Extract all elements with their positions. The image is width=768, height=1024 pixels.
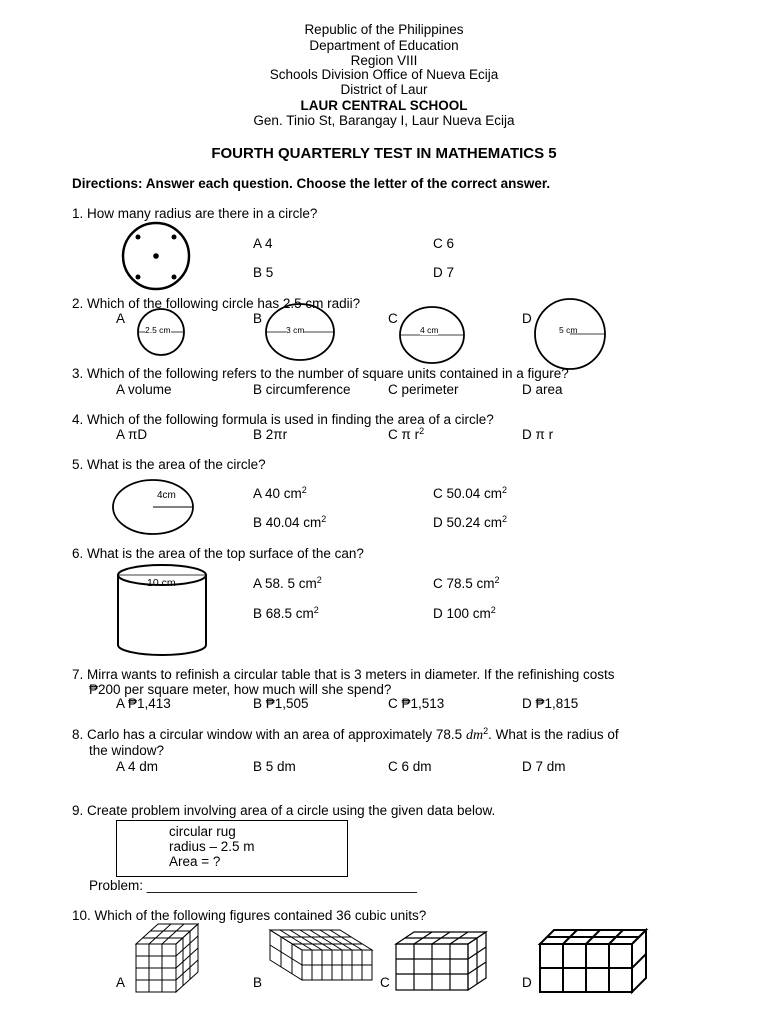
q10-text: 10. Which of the following figures contained 36 cubic units? xyxy=(72,908,427,923)
q4-option-a: A πD xyxy=(116,427,148,442)
header-address: Gen. Tinio St, Barangay I, Laur Nueva Ecija xyxy=(253,113,515,128)
q2-option-b: B xyxy=(253,311,263,326)
q4-option-c: C π $r^2$ xyxy=(388,426,425,442)
q2-label-b: 3 cm xyxy=(286,325,305,335)
header-republic: Republic of the Philippines xyxy=(304,22,464,37)
q10-cuboid-d xyxy=(536,926,648,994)
q2-circle-d xyxy=(534,301,608,369)
q5-option-d: D 50.24 $cm^2$ xyxy=(433,514,508,530)
q8-option-b: B 5 dm xyxy=(253,759,296,774)
q9-text: 9. Create problem involving area of a circle using the given data below. xyxy=(72,803,496,818)
header-region: Region VIII xyxy=(350,53,418,68)
q2-label-d: 5 cm xyxy=(559,325,578,335)
q10-cuboid-a xyxy=(130,922,210,994)
q2-label-c: 4 cm xyxy=(420,325,439,335)
q10-option-c: C xyxy=(380,975,390,990)
q9-box-line1: circular rug xyxy=(169,824,236,839)
q6-diameter-label: 10 cm xyxy=(147,577,176,589)
header-district: District of Laur xyxy=(340,82,428,97)
q7-option-d: D ₱1,815 xyxy=(522,696,579,711)
header-school: LAUR CENTRAL SCHOOL xyxy=(300,98,468,113)
q2-text: 2. Which of the following circle has 2.5 cm radii? xyxy=(72,296,361,311)
directions: Directions: Answer each question. Choose the letter of the correct answer. xyxy=(72,176,551,191)
q10-cuboid-b xyxy=(268,928,374,982)
q5-option-b: B 40.04 $cm^2$ xyxy=(253,514,327,530)
q6-option-b: B 68.5 $cm^2$ xyxy=(253,605,319,621)
q9-box-line3: Area = ? xyxy=(169,854,221,869)
q2-option-c: C xyxy=(388,311,398,326)
q1-text: 1. How many radius are there in a circle? xyxy=(72,206,318,221)
q8-option-a: A 4 dm xyxy=(116,759,159,774)
q2-option-a: A xyxy=(116,311,126,326)
q7-option-a: A ₱1,413 xyxy=(116,696,171,711)
q5-option-c: C 50.04 $cm^2$ xyxy=(433,485,508,501)
q7-text-line2: ₱200 per square meter, how much will she spend? xyxy=(89,682,392,697)
q1-option-b: B 5 xyxy=(253,265,274,280)
q9-box-line2: radius – 2.5 m xyxy=(169,839,255,854)
q10-option-d: D xyxy=(522,975,532,990)
q10-option-b: B xyxy=(253,975,263,990)
q8-option-d: D 7 dm xyxy=(522,759,566,774)
q7-option-c: C ₱1,513 xyxy=(388,696,445,711)
q3-option-a: A volume xyxy=(116,382,172,397)
q4-option-b: B 2πr xyxy=(253,427,288,442)
q1-option-a: A 4 xyxy=(253,236,273,251)
q8-text-line2: the window? xyxy=(89,743,165,758)
q7-option-b: B ₱1,505 xyxy=(253,696,309,711)
q2-option-d: D xyxy=(522,311,532,326)
q2-label-a: 2.5 cm xyxy=(145,325,171,335)
q1-circle-figure xyxy=(118,225,198,291)
q10-cuboid-c xyxy=(394,930,494,992)
q6-text: 6. What is the area of the top surface of the can? xyxy=(72,546,364,561)
q6-option-a: A 58. 5 $cm^2$ xyxy=(253,575,322,591)
q1-option-d: D 7 xyxy=(433,265,455,280)
q9-problem-line: Problem: ____________________________________ xyxy=(89,878,418,893)
q1-option-c: C 6 xyxy=(433,236,455,251)
q4-text: 4. Which of the following formula is used in finding the area of a circle? xyxy=(72,412,494,427)
q2-circle-c xyxy=(399,306,467,366)
header-division: Schools Division Office of Nueva Ecija xyxy=(269,67,499,82)
q3-option-c: C perimeter xyxy=(388,382,459,397)
q10-option-a: A xyxy=(116,975,126,990)
q3-option-d: D area xyxy=(522,382,563,397)
q3-text: 3. Which of the following refers to the number of square units contained in a figure? xyxy=(72,366,569,381)
q5-circle-figure xyxy=(112,479,196,537)
q5-radius-label: 4cm xyxy=(157,490,176,501)
test-title: FOURTH QUARTERLY TEST IN MATHEMATICS 5 xyxy=(211,145,557,162)
q7-text-line1: 7. Mirra wants to refinish a circular table that is 3 meters in diameter. If the refinishing costs xyxy=(72,667,615,682)
q3-option-b: B circumference xyxy=(253,382,351,397)
q5-text: 5. What is the area of the circle? xyxy=(72,457,266,472)
q5-option-a: A 40 $cm^2$ xyxy=(253,485,307,501)
header-department: Department of Education xyxy=(309,38,459,53)
q8-option-c: C 6 dm xyxy=(388,759,432,774)
q6-option-c: C 78.5 $cm^2$ xyxy=(433,575,500,591)
q4-option-d: D π r xyxy=(522,427,554,442)
q6-option-d: D 100 $cm^2$ xyxy=(433,605,496,621)
q8-text-line1: 8. Carlo has a circular window with an area of approximately 78.5 $dm^2$. What is the radius of xyxy=(72,726,619,743)
